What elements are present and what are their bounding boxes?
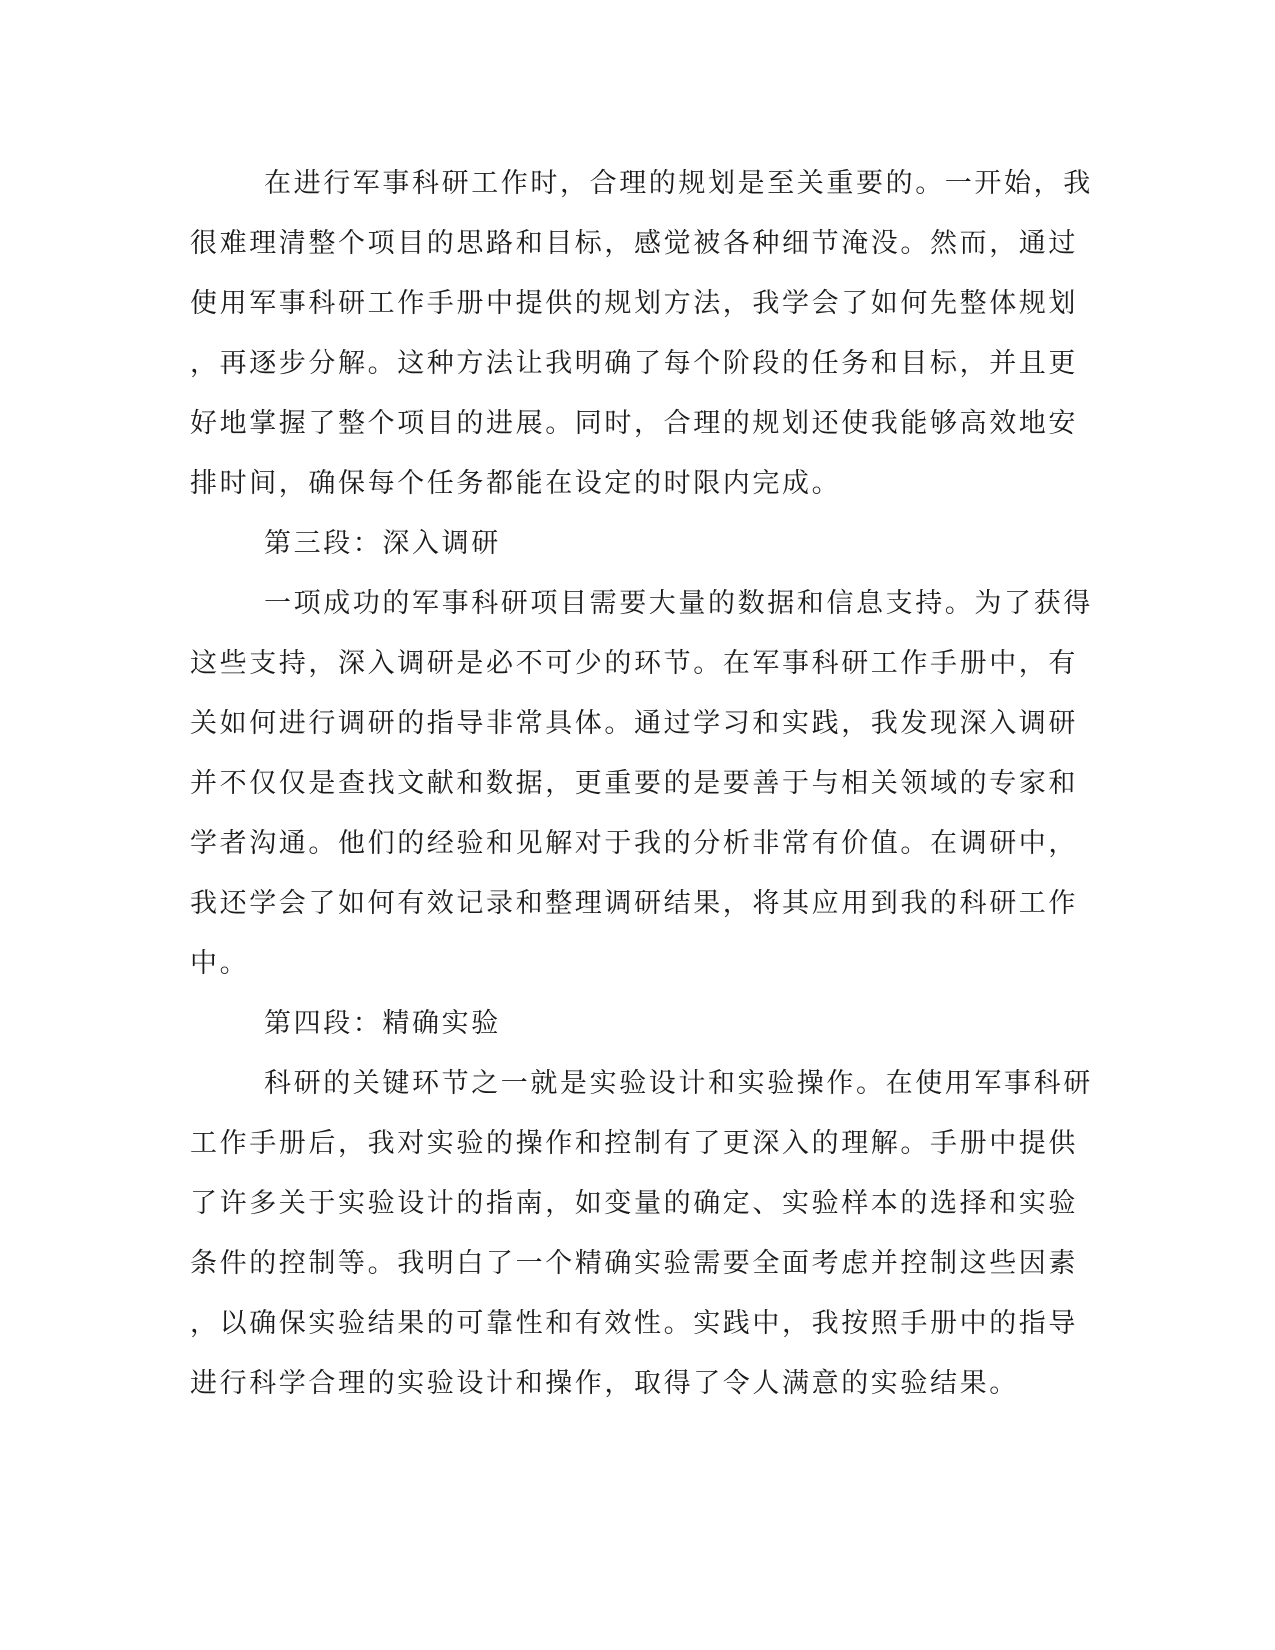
paragraph-line: 好地掌握了整个项目的进展。同时，合理的规划还使我能够高效地安 [190, 408, 1078, 439]
paragraph-line: 中。 [190, 948, 250, 979]
paragraph-line: 工作手册后，我对实验的操作和控制有了更深入的理解。手册中提供 [190, 1128, 1078, 1159]
paragraph-line: 并不仅仅是查找文献和数据，更重要的是要善于与相关领域的专家和 [190, 768, 1078, 799]
paragraph-line: 条件的控制等。我明白了一个精确实验需要全面考虑并控制这些因素 [190, 1248, 1078, 1279]
paragraph-line: 进行科学合理的实验设计和操作，取得了令人满意的实验结果。 [190, 1368, 1019, 1399]
paragraph-line: 这些支持，深入调研是必不可少的环节。在军事科研工作手册中，有 [190, 648, 1078, 679]
paragraph-line: ，再逐步分解。这种方法让我明确了每个阶段的任务和目标，并且更 [190, 348, 1078, 379]
paragraph-line: 关如何进行调研的指导非常具体。通过学习和实践，我发现深入调研 [190, 708, 1078, 739]
paragraph-line: 学者沟通。他们的经验和见解对于我的分析非常有价值。在调研中， [190, 828, 1078, 859]
paragraph-line: 我还学会了如何有效记录和整理调研结果，将其应用到我的科研工作 [190, 888, 1078, 919]
section-heading: 第三段：深入调研 [264, 528, 501, 559]
paragraph-line: 一项成功的军事科研项目需要大量的数据和信息支持。为了获得 [264, 588, 1093, 619]
paragraph-line: 排时间，确保每个任务都能在设定的时限内完成。 [190, 468, 842, 499]
paragraph-line: 很难理清整个项目的思路和目标，感觉被各种细节淹没。然而，通过 [190, 228, 1078, 259]
paragraph-line: 了许多关于实验设计的指南，如变量的确定、实验样本的选择和实验 [190, 1188, 1078, 1219]
paragraph-line: 科研的关键环节之一就是实验设计和实验操作。在使用军事科研 [264, 1068, 1093, 1099]
section-heading: 第四段：精确实验 [264, 1008, 501, 1039]
paragraph-line: ，以确保实验结果的可靠性和有效性。实践中，我按照手册中的指导 [190, 1308, 1078, 1339]
paragraph-line: 使用军事科研工作手册中提供的规划方法，我学会了如何先整体规划 [190, 288, 1078, 319]
paragraph-line: 在进行军事科研工作时，合理的规划是至关重要的。一开始，我 [264, 168, 1093, 199]
